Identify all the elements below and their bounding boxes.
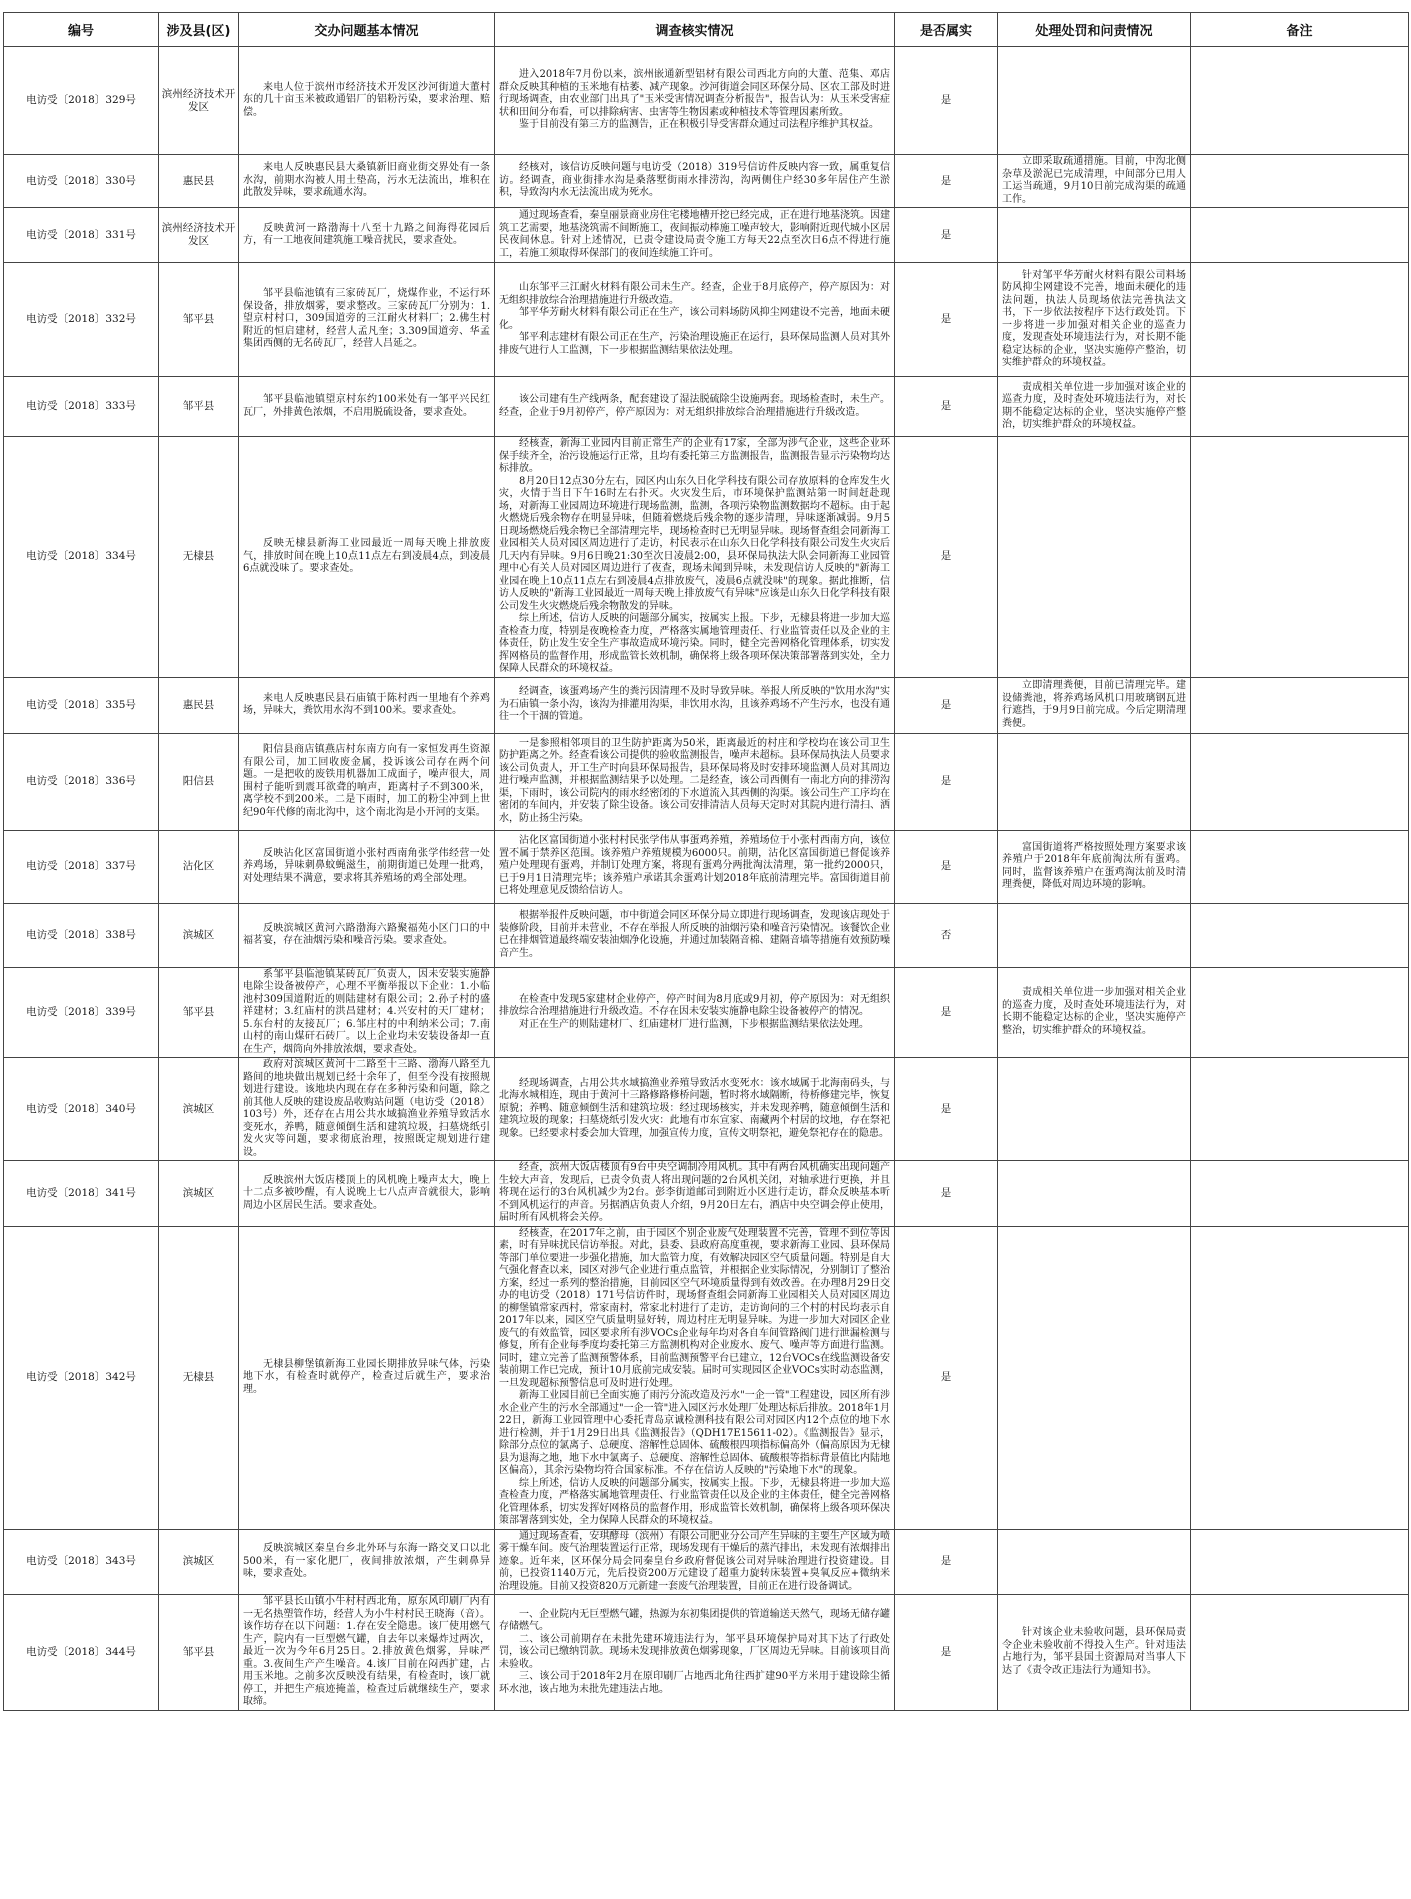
row-penalty [998,208,1191,263]
header-penalty: 处理处罚和问责情况 [998,13,1191,47]
investigation-paragraph: 鉴于目前没有第三方的监测告，正在积极引导受害群众通过司法程序维护其权益。 [519,119,879,131]
investigation-paragraph: 经核查，在2017年之前，由于园区个别企业废气处理装置不完善，管理不到位等因素，时有异味扰民信访举报。对此，县委、县政府高度重视，要求新海工业园、县环保局等部门单位要进一步强化措施，加大监管力度，有效解决园区空气质量问题。特别是自大气强化督查以来，园区对涉气企业进行重点监管，并根据企业实际情况，分别制订了整治方案，经过一系列的整治措施，目前园区空气环境质量得到有效改善。在办理8月29日交办的电访受（2018）171号信访件时，现场督查组会同新海工业园相关人员对园区周边的柳堡镇常家西村，常家南村，常家北村进行了走访，走访询问的三个村的村民均表示自2017年以来，园区空气质量明显好转，周边村庄无明显异味。为进一步加大对园区企业废气的有效监管，园区要求所有涉VOCs企业每年均对各自车间管路阀门进行泄漏检测与修复，所有企业每季度均委托第三方监测机构对企业废水、废气、噪声等方面进行监测。同时，建立完善了监测预警体系，目前监测预警平台已建立，12台VOCs在线监测设备安装前期工作已完成，预计10月底前完成安装。届时可实现园区企业VOCs实时动态监测，一旦发现超标预警信息可及时进行处理。 [499,1227,890,1389]
table-row [4,1058,1409,1161]
table-row [4,830,1409,903]
row-penalty [998,1529,1191,1595]
row-problem-text: 阳信县商店镇燕店村东南方向有一家恒发再生资源有限公司，加工回收废金属，投诉该公司存在两个问题。一是把收的废铁用机器加工成面子，噪声很大，周围村子能听到震耳欲聋的响声，距离村子不到300米，离学校不到200米。二是下雨时，加工的粉尘冲到上世纪90年代修的南北沟中，这个南北沟是小开河的支渠。 [243,744,490,818]
row-problem-text: 来电人位于滨州市经济技术开发区沙河街道大董村东的几十亩玉米被政通铝厂的铝粉污染，要求治理、赔偿。 [243,81,490,118]
row-investigation [495,263,895,377]
row-county: 滨州经济技术开发区 [159,208,239,263]
row-id: 电访受〔2018〕343号 [4,1529,159,1595]
row-problem-text: 反映无棣县新海工业园最近一周每天晚上排放废气，排放时间在晚上10点11点左右到凌晨4点，到凌晨6点就没味了。要求查处。 [243,538,490,574]
row-verified: 是 [895,155,998,208]
row-problem [239,1529,495,1595]
investigation-paragraph: 综上所述，信访人反映的问题部分属实，按属实上报。下步，无棣县将进一步加大巡查检查力度，特别是夜晚检查力度，严格落实属地管理责任、行业监管责任以及企业的主体责任，防止发生安全生产事故造成环境污染。同时，健全完善网格化管理体系，切实发挥网格员的监督作用，形成监管长效机制，确保将上级各项环保决策部署落到实处，全力保障人民群众的环境权益。 [499,613,890,674]
header-verified: 是否属实 [895,13,998,47]
row-problem-text: 政府对滨城区黄河十二路至十三路、渤海八路至九路间的地块做出规划已经十余年了，但至今没有按照规划进行建设。该地块内现在存在多种污染和问题，除之前其他人反映的建设废品收购站问题（电访受（2018）103号）外，还存在占用公共水域搞渔业养殖导致活水变死水，养鸭，随意倾倒生活和建筑垃圾，扫墓烧纸引发火灾等问题，要求彻底治理，按照既定规划进行建设。 [243,1059,490,1158]
row-id: 电访受〔2018〕342号 [4,1226,159,1529]
row-id: 电访受〔2018〕336号 [4,733,159,830]
row-verified: 是 [895,1161,998,1227]
row-id: 电访受〔2018〕340号 [4,1058,159,1161]
row-note [1191,967,1409,1058]
row-penalty [998,1058,1191,1161]
investigation-paragraph: 二、该公司前期存在未批先建环境违法行为，邹平县环境保护局对其下达了行政处罚，该公司已缴纳罚款。现场未发现排放黄色烟雾现象，厂区周边无异味。目前该项目尚未验收。 [499,1633,890,1670]
row-penalty-text: 立即采取疏通措施。目前，中沟北侧杂草及淤泥已完成清理，中间部分已用人工运当疏通，9月10日前完成沟渠的疏通工作。 [1002,156,1186,205]
row-problem-text: 邹平县临池镇有三家砖瓦厂，烧煤作业，不运行环保设备，排放烟雾，要求整改。三家砖瓦厂分别为：1.望京村村口，309国道旁的三江耐火材料厂；2.佛生村附近的恒启建材，经营人孟凡奎；3.309国道旁、华孟集团西侧的无名砖瓦厂，经营人吕延之。 [243,288,490,350]
row-note [1191,1595,1409,1711]
header-investigation: 调查核实情况 [495,13,895,47]
investigation-paragraph: 经核对，该信访反映问题与电访受（2018）319号信访件反映内容一致，属重复信访。经调查，商业街排水沟是桑落墅街雨水排涝沟，沟两侧住户经30多年居住产生淤积，导致沟内水无法流出成为死水。 [499,162,890,199]
investigation-paragraph: 根据举报件反映问题，市中街道会同区环保分局立即进行现场调查，发现该店现处于装修阶段，目前并未营业，不存在举报人所反映的油烟污染和噪音污染情况。该餐饮企业已在排烟管道最终端安装油烟净化设施，并通过加装隔音棉、建隔音墙等措施有效预防噪音产生。 [499,910,890,959]
row-problem-text: 系邹平县临池镇某砖瓦厂负责人，因未安装实施静电除尘设备被停产，心理不平衡举报以下企业：1.小临池村309国道附近的则陆建材有限公司；2.孙子村的盛祥建材；3.红庙村的洪昌建材；4.兴安村的天厂建材；5.东台村的友接瓦厂；6.邹庄村的中利纳米公司；7.南山村的南山煤矸石砖厂。以上企业均未安装设备却一直在生产，烟筒向外排放浓烟，要求查处。 [243,968,490,1055]
investigation-paragraph: 一、企业院内无巨型燃气罐，热源为东初集团提供的管道输送天然气，现场无储存罐存储燃气。 [499,1608,890,1632]
table-row [4,208,1409,263]
row-note [1191,377,1409,437]
row-county: 邹平县 [159,1595,239,1711]
header-note: 备注 [1191,13,1409,47]
row-investigation [495,830,895,903]
row-id: 电访受〔2018〕333号 [4,377,159,437]
row-problem [239,677,495,733]
row-note [1191,437,1409,678]
row-penalty [998,733,1191,830]
row-county: 滨城区 [159,1529,239,1595]
row-investigation [495,155,895,208]
investigation-paragraph: 综上所述，信访人反映的问题部分属实，按属实上报。下步，无棣县将进一步加大巡查检查力度，严格落实属地管理责任、行业监管责任以及企业的主体责任，健全完善网格化管理体系，切实发挥好网格员的监督作用，形成监管长效机制，确保将上级各项环保决策部署落到实处，全力保障人民群众的环境权益。 [499,1477,890,1526]
row-penalty [998,903,1191,967]
row-note [1191,733,1409,830]
row-verified: 是 [895,437,998,678]
row-problem [239,903,495,967]
row-verified: 是 [895,47,998,155]
row-county: 阳信县 [159,733,239,830]
row-id: 电访受〔2018〕335号 [4,677,159,733]
row-investigation [495,677,895,733]
row-problem-text: 反映黄河一路渤海十八至十九路之间海得花园后方，有一工地夜间建筑施工噪音扰民，要求查处。 [243,222,490,246]
row-problem [239,155,495,208]
investigation-paragraph: 8月20日12点30分左右，园区内山东久日化学科技有限公司存放原料的仓库发生火灾，火情于当日下午16时左右扑灭。火灾发生后，市环境保护监测站第一时间赶赴现场，对新海工业园周边环境进行现场监测，监测，各项污染物监测数据均不超标。由于起火燃烧后残余物存在明显异味，但随着燃烧后残余物的逐步清理，异味逐渐减弱。9月5日现场燃烧后残余物已全部清理完毕，现场检查时已无明显异味。现场督查组会同新海工业园相关人员对园区周边进行了走访，村民表示在山东久日化学科技有限公司发生火灾后几天内有异味。9月6日晚21:30至次日凌晨2:00，县环保局执法大队会同新海工业园管理中心有关人员对园区周边进行了夜查，现场未闻到异味，未发现信访人反映的"新海工业园在晚上10点11点左右到凌晨4点排放废气，凌晨6点就没味"的现象。据此推断，信访人反映的"新海工业园最近一周每天晚上排放废气有异味"应该是山东久日化学科技有限公司发生火灾燃烧后残余物散发的异味。 [499,475,890,612]
table-row [4,733,1409,830]
row-problem [239,47,495,155]
header-id: 编号 [4,13,159,47]
row-verified: 是 [895,1226,998,1529]
row-problem [239,1161,495,1227]
investigation-paragraph: 沾化区富国街道小张村村民张学伟从事蛋鸡养殖，养殖场位于小张村西南方向，该位置不属于禁养区范围。该养殖户养殖规模为6000只。前期，沾化区富国街道已督促该养殖户处理现有蛋鸡，并制订处理方案，将现有蛋鸡分两批淘汰清理，第一批约2000只，已于9月1日清理完毕；该养殖户承诺其余蛋鸡计划2018年底前清理完毕。富国街道目前已将处理意见反馈给信访人。 [499,835,890,897]
row-verified: 是 [895,1058,998,1161]
investigation-paragraph: 经现场调查，占用公共水域搞渔业养殖导致活水变死水：该水域属于北海南码头，与北海水城相连，现由于黄河十三路修路修桥问题，暂时将水域隔断，待桥修建完毕，恢复原貌；养鸭、随意倾倒生活和建筑垃圾：经过现场核实，并未发现养鸭，随意倾倒生活和建筑垃圾的现象；扫墓烧纸引发火灾：此地有市东宣家、南藏两个村居的坟地，存在祭祀现象。已经要求村委会加大管理，加强宣传力度，宣传文明祭祀，避免祭祀存在的隐患。 [499,1077,890,1139]
row-penalty [998,830,1191,903]
row-problem [239,437,495,678]
investigation-paragraph: 经查，滨州大饭店楼顶有9台中央空调制冷用风机。其中有两台风机确实出现问题产生较大声音，发现后，已责令负责人将出现问题的2台风机关闭，对轴承进行更换，并且将现在运行的3台风机减少为2台。彭李街道邮司到附近小区进行走访，群众反映基本听不到风机运行的声音。另据酒店负责人介绍，9月20日左右，酒店中央空调会停止使用，届时所有风机将会关停。 [499,1162,890,1223]
document-page [3,12,1408,1711]
row-penalty-text: 立即清理粪便，目前已清理完毕。建设储粪池，将养鸡场风机口用玻璃钢瓦进行遮挡，于9月9日前完成。今后定期清理粪便。 [1002,680,1186,729]
investigation-paragraph: 山东邹平三江耐火材料有限公司未生产。经查，企业于8月底停产，停产原因为：对无组织排放综合治理措施进行升级改造。 [499,282,890,306]
row-note [1191,1058,1409,1161]
row-investigation [495,208,895,263]
row-county: 滨州经济技术开发区 [159,47,239,155]
table-row [4,1529,1409,1595]
row-problem-text: 来电人反映惠民县石庙镇于陈村西一里地有个养鸡场，异味大，粪饮用水沟不到100米。要求查处。 [243,692,490,716]
row-problem-text: 反映滨州大饭店楼顶上的风机晚上噪声太大，晚上十二点多被吵醒，有人说晚上七八点声音就很大，影响周边小区居民生活。要求查处。 [243,1174,490,1211]
row-verified: 是 [895,677,998,733]
row-id: 电访受〔2018〕329号 [4,47,159,155]
row-penalty [998,437,1191,678]
row-note [1191,830,1409,903]
table-row [4,377,1409,437]
investigation-paragraph: 邹平利志建材有限公司正在生产，污染治理设施正在运行，县环保局监测人员对其外排废气进行人工监测，下一步根据监测结果依法处理。 [499,332,890,356]
row-verified: 是 [895,1529,998,1595]
row-problem [239,733,495,830]
row-investigation [495,1529,895,1595]
row-problem-text: 邹平县临池镇望京村东约100米处有一邹平兴民红瓦厂，外排黄色浓烟，不启用脱硫设备，要求查处。 [243,394,490,418]
row-verified: 是 [895,967,998,1058]
investigation-paragraph: 在检查中发现5家建材企业停产，停产时间为8月底或9月初，停产原因为：对无组织排放综合治理措施进行升级改造。不存在因未安装实施静电除尘设备被停产的情况。 [499,993,890,1017]
row-problem [239,967,495,1058]
row-verified: 否 [895,903,998,967]
row-note [1191,155,1409,208]
row-investigation [495,437,895,678]
row-id: 电访受〔2018〕330号 [4,155,159,208]
row-problem [239,208,495,263]
row-id: 电访受〔2018〕334号 [4,437,159,678]
investigation-paragraph: 经核查，新海工业园内目前正常生产的企业有17家，全部为涉气企业，这些企业环保手续齐全，治污设施运行正常，且均有委托第三方监测报告，监测报告显示污染物均达标排放。 [499,438,890,474]
table-row [4,1226,1409,1529]
row-problem-text: 反映沾化区富国街道小张村西南角张学伟经营一处养鸡场，异味刺鼻蚊蝇滋生，前期街道已处理一批鸡，对处理结果不满意，要求将其养殖场的鸡全部处理。 [243,847,490,884]
row-problem-text: 邹平县长山镇小牛村村西北角，原东风印刷厂内有一无名热塑管作坊，经营人为小牛村村民王晓海（音）。该作坊存在以下问题：1.存在安全隐患。该厂使用燃气生产，院内有一巨型燃气罐，自去年以来爆炸过两次，最近一次为今年6月25日。2.排放黄色烟雾，异味严重。3.夜间生产产生噪音。4.该厂目前在闷西扩建，占用玉米地。之前多次反映没有结果，有检查时，该厂就停工，并把生产痕迹掩盖，检查过后就继续生产，要求取缔。 [243,1596,490,1707]
row-county: 滨城区 [159,903,239,967]
row-penalty [998,677,1191,733]
row-county: 无棣县 [159,1226,239,1529]
row-verified: 是 [895,377,998,437]
row-penalty-text: 责成相关单位进一步加强对相关企业的巡查力度，及时查处环境违法行为，对长期不能稳定达标的企业，坚决实施停产整治，切实维护群众的环境权益。 [1002,987,1186,1036]
table-row [4,1595,1409,1711]
row-note [1191,677,1409,733]
row-investigation [495,47,895,155]
row-county: 滨城区 [159,1058,239,1161]
row-investigation [495,903,895,967]
investigation-paragraph: 对正在生产的则陆建材厂、红庙建材厂进行监测，下步根据监测结果依法处理。 [519,1018,869,1030]
row-county: 惠民县 [159,677,239,733]
complaint-table [3,12,1409,1711]
row-problem-text: 无棣县柳堡镇新海工业园长期排放异味气体，污染地下水，有检查时就停产，检查过后就生产，要求治理。 [243,1358,490,1395]
row-penalty [998,967,1191,1058]
row-penalty-text: 富国街道将严格按照处理方案要求该养殖户于2018年年底前淘汰所有蛋鸡。同时，监督该养殖户在蛋鸡淘汰前及时清理粪便，降低对周边环境的影响。 [1002,841,1186,890]
row-note [1191,1226,1409,1529]
row-id: 电访受〔2018〕337号 [4,830,159,903]
table-row [4,47,1409,155]
row-penalty [998,47,1191,155]
row-investigation [495,1226,895,1529]
row-id: 电访受〔2018〕341号 [4,1161,159,1227]
row-note [1191,1529,1409,1595]
row-verified: 是 [895,733,998,830]
row-verified: 是 [895,1595,998,1711]
row-id: 电访受〔2018〕338号 [4,903,159,967]
row-problem-text: 反映滨城区秦皇台乡北外环与东海一路交叉口以北500米，有一家化肥厂，夜间排放浓烟，产生刺鼻异味，要求查处。 [243,1543,490,1579]
investigation-paragraph: 三、该公司于2018年2月在原印刷厂占地西北角往西扩建90平方米用于建设除尘循环水池，该占地为未批先建违法占地。 [499,1671,890,1695]
investigation-paragraph: 邹平华芳耐火材料有限公司正在生产，该公司料场防风抑尘网建设不完善，地面未硬化。 [499,307,890,331]
table-row [4,967,1409,1058]
row-penalty [998,263,1191,377]
row-investigation [495,733,895,830]
row-verified: 是 [895,830,998,903]
table-row [4,677,1409,733]
header-problem: 交办问题基本情况 [239,13,495,47]
row-penalty-text: 针对邹平华芳耐火材料有限公司料场防风抑尘网建设不完善，地面未硬化的违法问题，执法人员现场依法完善执法文书，下一步依法按程序下达行政处罚。下一步将进一步加强对相关企业的巡查力度，发现查处环境违法行为，对长期不能稳定达标的企业，坚决实施停产整治，切实维护群众的环境权益。 [1002,269,1186,368]
row-id: 电访受〔2018〕331号 [4,208,159,263]
row-id: 电访受〔2018〕339号 [4,967,159,1058]
row-note [1191,1161,1409,1227]
row-id: 电访受〔2018〕332号 [4,263,159,377]
row-county: 惠民县 [159,155,239,208]
row-problem [239,263,495,377]
row-id: 电访受〔2018〕344号 [4,1595,159,1711]
row-county: 滨城区 [159,1161,239,1227]
row-investigation [495,967,895,1058]
table-row [4,437,1409,678]
table-row [4,1161,1409,1227]
investigation-paragraph: 进入2018年7月份以来，滨州嵌通新型铝材有限公司西北方向的大董、范集、邓店群众反映其种植的玉米地有枯萎、减产现象。沙河街道会同区环保分局、区农工部及时进行现场调查，由农业部门出具了"玉米受害情况调查分析报告"，报告认为：从玉米受害症状和田间分布看，可以排除病害、虫害等生物因素或种植技术等管理因素所致。 [499,69,890,118]
row-note [1191,47,1409,155]
row-problem [239,1058,495,1161]
row-verified: 是 [895,263,998,377]
table-row [4,155,1409,208]
row-problem-text: 反映滨城区黄河六路渤海六路聚福苑小区门口的中福茗宴，存在油烟污染和噪音污染。要求查处。 [243,922,490,946]
row-problem [239,377,495,437]
row-county: 邹平县 [159,263,239,377]
row-investigation [495,1058,895,1161]
investigation-paragraph: 通过现场查看，安琪酵母（滨州）有限公司肥业分公司产生异味的主要生产区域为喷雾干燥车间。废气治理装置运行正常，现场发现有干燥后的蒸汽排出，未发现有浓烟排出迹象。近年来，区环保分局会同秦皇台乡政府督促该公司对异味治理进行投资建设。目前，已投资1140万元，先后投资200万元建设了超重力旋转床装置+臭氧反应+微纳米治理设施。目前又投资820万元新建一套废气治理装置，目前正在进行设备调试。 [499,1530,890,1592]
header-row [4,13,1409,47]
investigation-paragraph: 通过现场查看，秦皇丽景商业房住宅楼地槽开挖已经完成，正在进行地基浇筑。因建筑工艺需要，地基浇筑需不间断施工，夜间振动棒施工噪声较大，影响附近现代城小区居民夜间休息。针对上述情况，已责令建设局责令施工方每天22点至次日6点不得进行施工，若施工须取得环保部门的夜间连续施工许可。 [499,210,890,259]
investigation-paragraph: 该公司建有生产线两条，配套建设了湿法脱硫除尘设施两套。现场检查时，未生产。经查，企业于9月初停产，停产原因为：对无组织排放综合治理措施进行升级改造。 [499,394,890,418]
row-penalty [998,1161,1191,1227]
row-note [1191,263,1409,377]
investigation-paragraph: 经调查，该蛋鸡场产生的粪污因清理不及时导致异味。举报人所反映的"饮用水沟"实为石庙镇一条小沟，该沟为排灌用沟渠，非饮用水沟，且该养鸡场不产生污水，也没有通往一个干涸的管道。 [499,686,890,723]
row-investigation [495,1161,895,1227]
investigation-paragraph: 一是参照相邻项目的卫生防护距离为50米，距离最近的村庄和学校均在该公司卫生防护距离之外。经查看该公司提供的验收监测报告，噪声未超标。县环保局执法人员要求该公司负责人，开工生产时向县环保局报告，县环保局将及时安排环境监测人员对其周边进行噪声监测，并根据监测结果予以处理。二是经查，该公司西侧有一南北方向的排涝沟渠，下雨时，该公司院内的雨水经密闭的下水道流入其西侧的沟渠。该公司生产工序均在密闭的车间内，并安装了除尘设备。该公司安排清洁人员每天定时对其院内进行清扫、洒水，防止扬尘污染。 [499,737,890,824]
row-county: 沾化区 [159,830,239,903]
table-row [4,263,1409,377]
row-note [1191,208,1409,263]
row-penalty-text: 责成相关单位进一步加强对该企业的巡查力度，及时查处环境违法行为，对长期不能稳定达标的企业，坚决实施停产整治，切实维护群众的环境权益。 [1002,381,1186,430]
row-county: 无棣县 [159,437,239,678]
header-county: 涉及县(区) [159,13,239,47]
row-problem [239,1226,495,1529]
row-county: 邹平县 [159,967,239,1058]
row-county: 邹平县 [159,377,239,437]
row-note [1191,903,1409,967]
row-verified: 是 [895,208,998,263]
investigation-paragraph: 新海工业园目前已全面实施了雨污分流改造及污水"一企一管"工程建设，园区所有涉水企业产生的污水全部通过"一企一管"进入园区污水处理厂处理达标后排放。2018年1月22日，新海工业园管理中心委托青岛京诚检测科技有限公司对园区内12个点位的地下水进行检测，并于1月29日出具《监测报告》（QDH17E15611-02）。《监测报告》显示，除部分点位的氯离子、总硬度、溶解性总固体、硫酸根四项指标偏高外（偏高原因为无棣县为退海之地，地下水中氯离子、总硬度、溶解性总固体、硫酸根等指标背景值比内陆地区偏高），其余污染物均符合国家标准。不存在信访人反映的"污染地下水"的现象。 [499,1390,891,1476]
row-penalty [998,1595,1191,1711]
row-penalty [998,155,1191,208]
table-row [4,903,1409,967]
row-problem [239,1595,495,1711]
row-penalty [998,1226,1191,1529]
row-problem [239,830,495,903]
row-penalty-text: 针对该企业未验收问题，县环保局责令企业未验收前不得投入生产。针对违法占地行为，邹平县国土资源局对当事人下达了《责令改正违法行为通知书》。 [1002,1627,1186,1676]
row-investigation [495,377,895,437]
row-penalty [998,377,1191,437]
row-problem-text: 来电人反映惠民县大桑镇新旧商业街交界处有一条水沟，前期水沟被人用土垫高，污水无法流出，堆积在此散发异味，要求疏通水沟。 [243,162,490,199]
row-investigation [495,1595,895,1711]
